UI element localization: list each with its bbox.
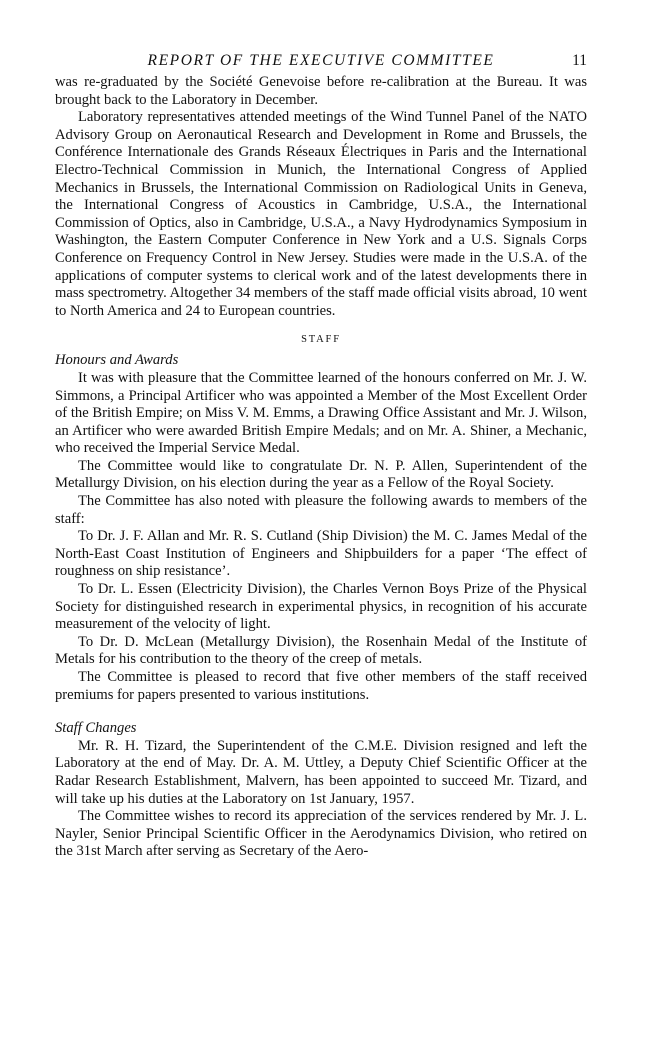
- paragraph-premiums: The Committee is pleased to record that five other members of the staff received premiums for papers presented to various institutions.: [55, 669, 587, 703]
- paragraph-representatives: Laboratory representatives attended meetings of the Wind Tunnel Panel of the NATO Advisory Group on Aeronautical Research and Development in Rome and Brussels, the Conférence Internationale des Grands Réseaux Électriques in Paris and the International Electro-Technical Commission in Munich, the International Congress of Applied Mechanics in Brussels, the International Commission on Radiological Units in Geneva, the International Congress of Acoustics in Cambridge, U.S.A., the International Commission of Optics, also in Cambridge, U.S.A., a Navy Hydrodynamics Symposium in Washington, the Eastern Computer Conference in New York and a U.S. Signals Corps Conference on Frequency Control in New Jersey. Studies were made in the U.S.A. of the applications of computer systems to clerical work and of the latest developments there in mass spectrometry. Altogether 34 members of the staff made official visits abroad, 10 went to North America and 24 to European countries.: [55, 109, 587, 319]
- paragraph-honours-1: It was with pleasure that the Committee learned of the honours conferred on Mr. J. W. Simmons, a Principal Artificer who was appointed a Member of the Most Excellent Order of the British Empire; on Miss V. M. Emms, a Drawing Office Assistant and Mr. J. Wilson, an Artificer who were awarded British Empire Medals; and on Mr. A. Shiner, a Mechanic, who received the Imperial Service Medal.: [55, 369, 587, 457]
- paragraph-continuation: was re-graduated by the Société Genevoise before re-calibration at the Bureau. It was brought back to the Laboratory in December.: [55, 74, 587, 108]
- running-header: [55, 52, 587, 74]
- paragraph-nayler: The Committee wishes to record its appreciation of the services rendered by Mr. J. L. Nayler, Senior Principal Scientific Officer in the Aerodynamics Division, who retired on the 31st March after serving as Secretary of the Aero-: [55, 808, 587, 860]
- subheading-staff-changes: Staff Changes: [55, 720, 137, 737]
- section-heading-staff: STAFF: [301, 334, 341, 346]
- document-page: [55, 52, 587, 861]
- spacer: [55, 704, 587, 720]
- paragraph-honours-3: The Committee has also noted with pleasure the following awards to members of the staff:: [55, 493, 587, 527]
- paragraph-honours-2: The Committee would like to congratulate Dr. N. P. Allen, Superintendent of the Metallurgy Division, on his election during the year as a Fellow of the Royal Society.: [55, 457, 587, 492]
- paragraph-award-mclean: To Dr. D. McLean (Metallurgy Division), the Rosenhain Medal of the Institute of Metals for his contribution to the theory of the creep of metals.: [55, 633, 587, 668]
- paragraph-award-essen: To Dr. L. Essen (Electricity Division), the Charles Vernon Boys Prize of the Physical Society for distinguished research in experimental physics, in recognition of his accurate measurement of the velocity of light.: [55, 581, 587, 633]
- running-title: REPORT OF THE EXECUTIVE COMMITTEE: [147, 52, 495, 69]
- paragraph-tizard: Mr. R. H. Tizard, the Superintendent of the C.M.E. Division resigned and left the Laboratory at the end of May. Dr. A. M. Uttley, a Deputy Chief Scientific Officer at the Radar Research Establishment, Malvern, has been appointed to succeed Mr. Tizard, and will take up his duties at the Laboratory on 1st January, 1957.: [55, 737, 587, 807]
- page-number: 11: [572, 52, 587, 69]
- subheading-honours: Honours and Awards: [55, 352, 179, 369]
- paragraph-award-allan: To Dr. J. F. Allan and Mr. R. S. Cutland (Ship Division) the M. C. James Medal of the North-East Coast Institution of Engineers and Shipbuilders for a paper ‘The effect of roughness on ship resistance’.: [55, 528, 587, 580]
